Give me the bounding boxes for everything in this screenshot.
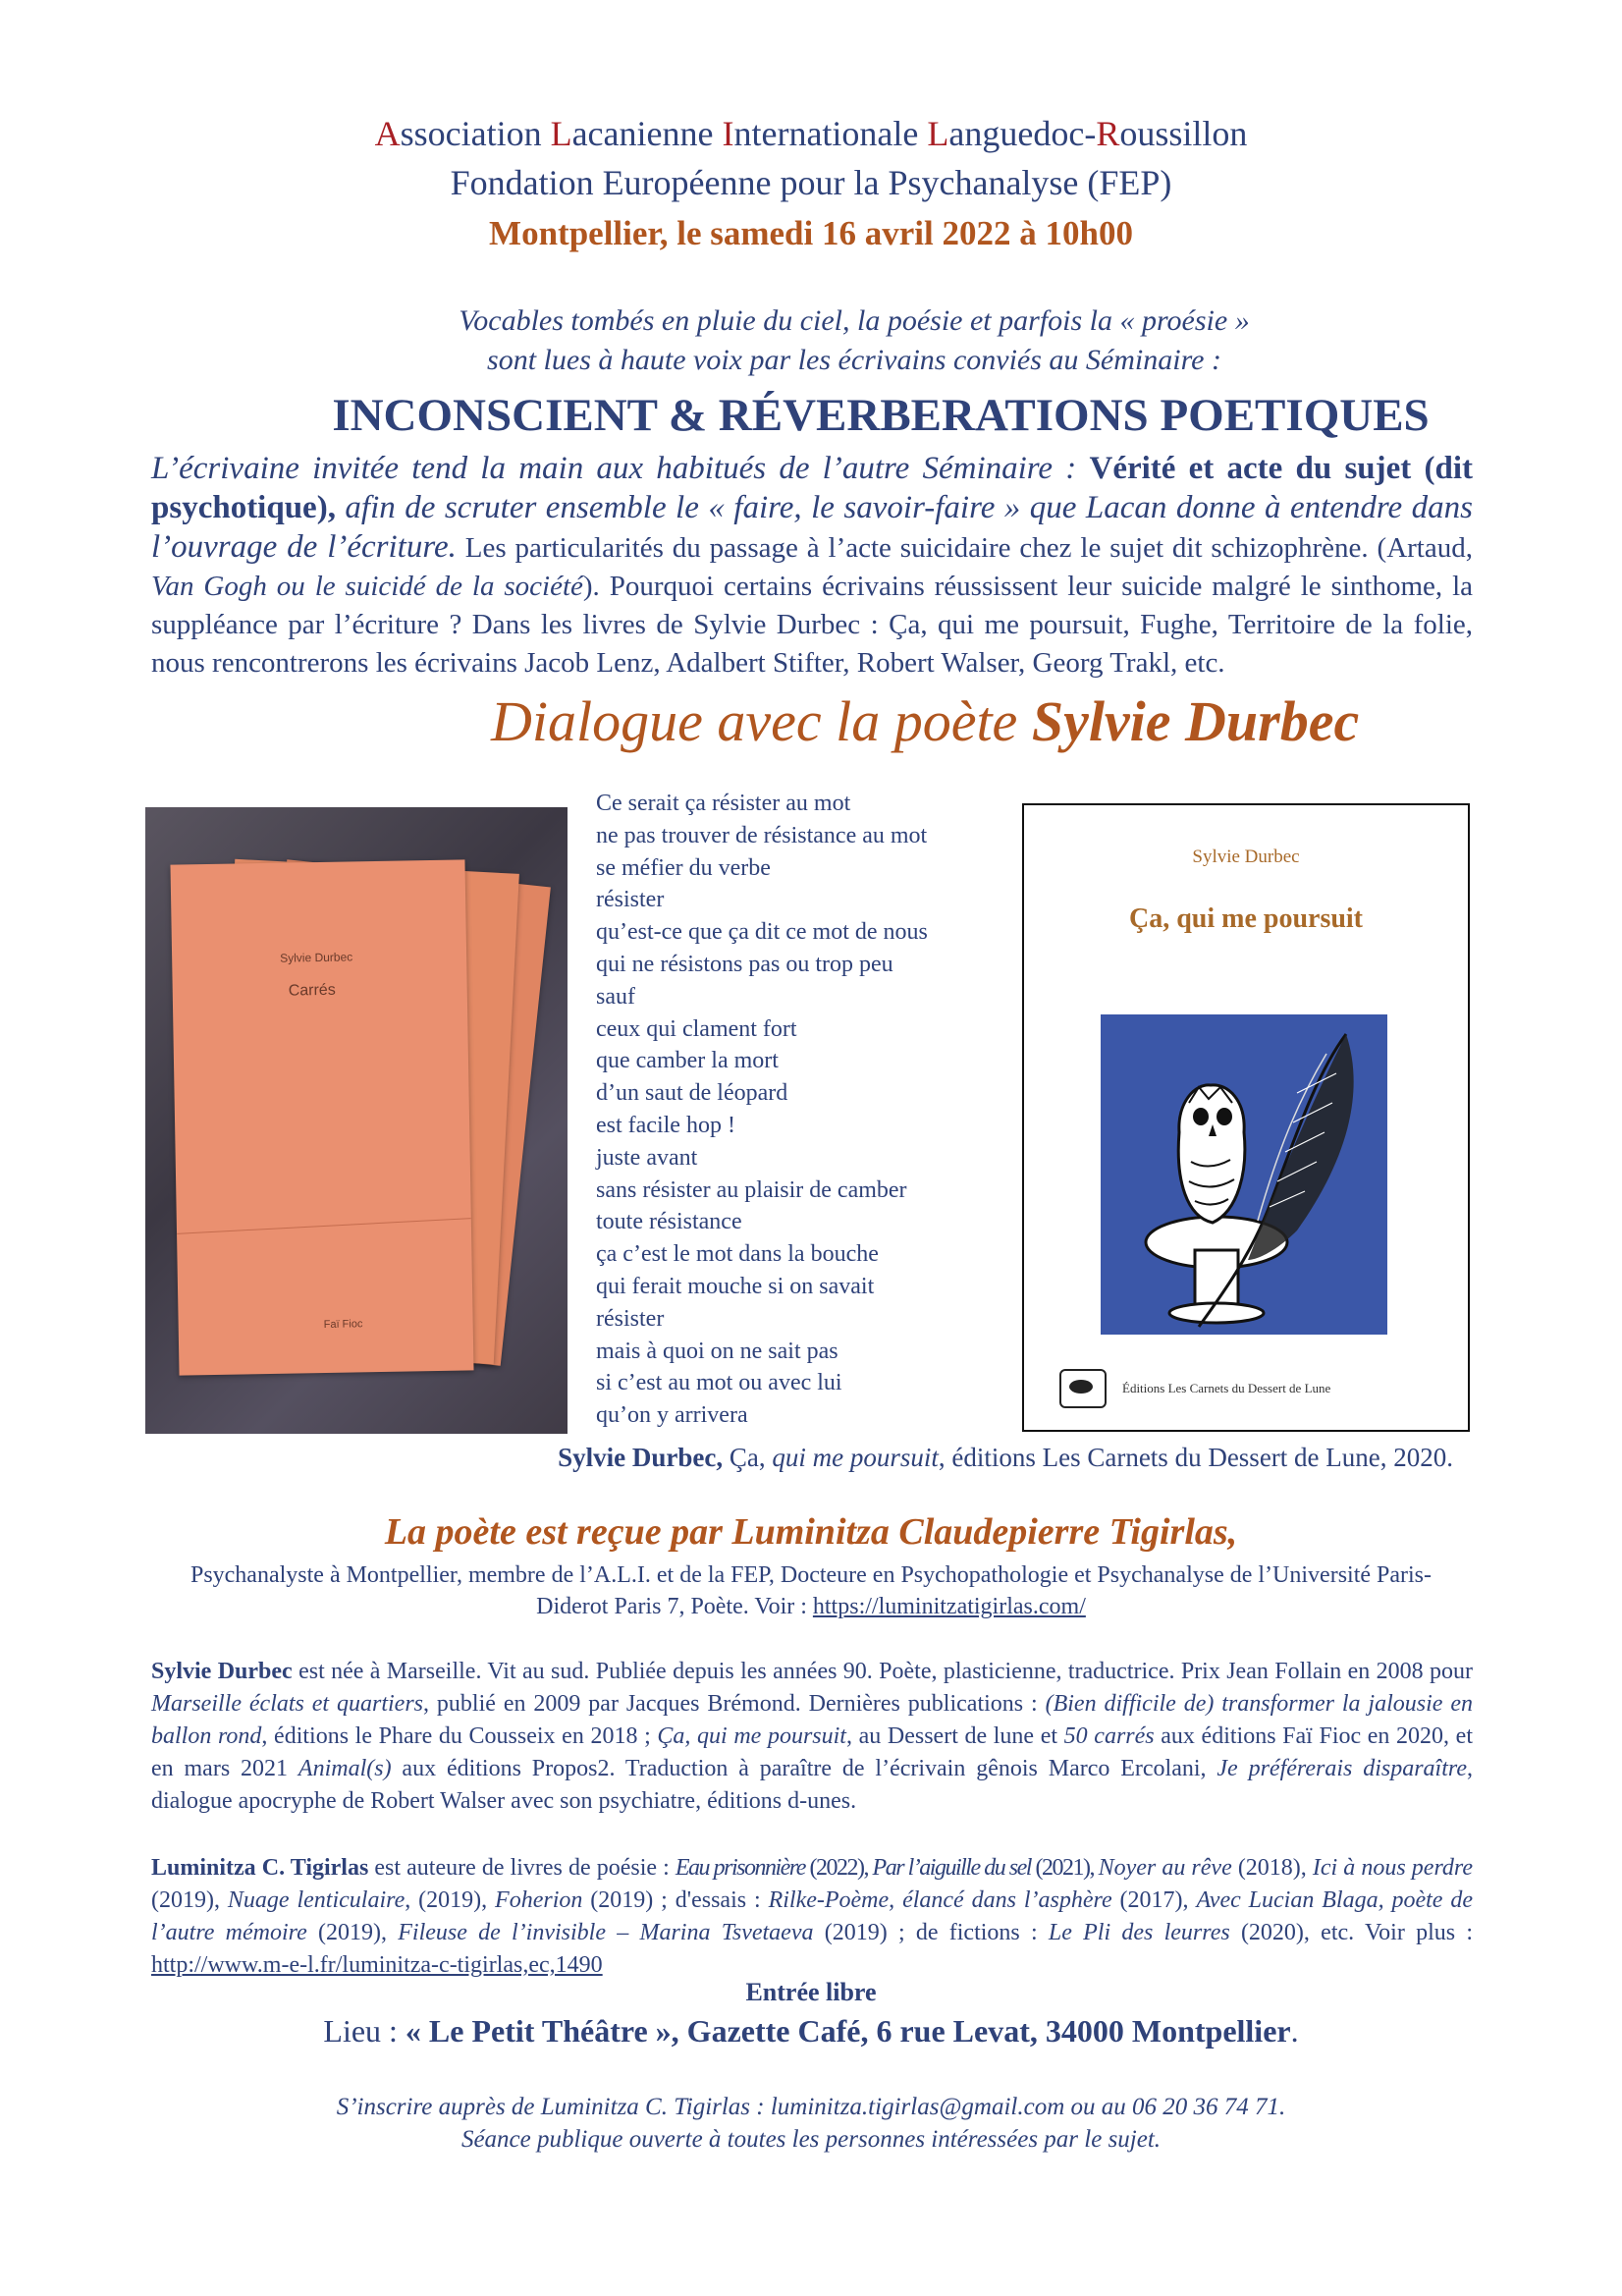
bio-work: Le Pli des leurres	[1048, 1920, 1230, 1945]
bio-work: Animal(s)	[297, 1756, 392, 1781]
bio-work: Ici à nous perdre	[1312, 1855, 1473, 1881]
book-fold-line	[177, 1218, 471, 1234]
seminar-description	[151, 450, 1473, 683]
foundation-name: Fondation Européenne pour la Psychanalyse (FEP)	[450, 163, 1172, 202]
poem-line: qui ne résistons pas ou trop peu	[596, 951, 893, 977]
bio-text: (2022),	[804, 1855, 873, 1881]
poet-name: Sylvie Durbec	[1031, 689, 1360, 753]
cover-author: Sylvie Durbec	[1192, 847, 1300, 867]
bio-durbec	[151, 1656, 1473, 1818]
bio-text: , (2019),	[405, 1887, 496, 1913]
bio-text: (2017),	[1111, 1887, 1197, 1913]
venue-suffix: .	[1290, 2013, 1299, 2049]
host-website-link[interactable]: https://luminitzatigirlas.com/	[812, 1594, 1086, 1619]
bio-text: est auteure de livres de poésie :	[368, 1855, 676, 1881]
book-caption	[0, 1440, 1453, 1475]
bio-name: Sylvie Durbec	[151, 1659, 293, 1684]
org-initial: A	[374, 114, 401, 153]
cover-illustration	[1101, 1014, 1387, 1335]
poem-line: si c’est au mot ou avec lui	[596, 1370, 842, 1396]
bio-text: , au Dessert de lune et	[845, 1723, 1064, 1749]
bio-text: (2021),	[1030, 1855, 1099, 1881]
org-word: oussillon	[1119, 114, 1248, 153]
caption-rest: , éditions Les Carnets du Dessert de Lune, 2020.	[938, 1443, 1453, 1472]
bio-text: , éditions le Phare du Cousseix en 2018 ;	[261, 1723, 658, 1749]
poem-line: d’un saut de léopard	[596, 1080, 788, 1107]
book-cover	[1022, 803, 1470, 1432]
book-publisher: Faï Fioc	[323, 1318, 363, 1332]
bio-text: (2019) ; de fictions :	[813, 1920, 1049, 1945]
bio-work: (Bien difficile de) transformer la jalousie en ballon rond	[151, 1691, 1473, 1749]
bio-work: Marseille éclats et quartiers	[151, 1691, 424, 1717]
intro-line: sont lues à haute voix par les écrivains conviés au Séminaire :	[487, 344, 1221, 376]
bio-text: (2019),	[306, 1920, 399, 1945]
bio-work: Rilke-Poème, élancé dans l’asphère	[768, 1887, 1112, 1913]
venue-place: « Le Petit Théâtre », Gazette Café, 6 rue Levat, 34000 Montpellier	[405, 2013, 1291, 2049]
book-author: Sylvie Durbec	[280, 950, 353, 965]
poem-line: se méfier du verbe	[596, 854, 771, 881]
poem-line: ne pas trouver de résistance au mot	[596, 822, 928, 848]
cover-title: Ça, qui me poursuit	[1128, 903, 1364, 934]
bio-text: , dialogue apocryphe de Robert Walser avec son psychiatre, éditions d-unes.	[151, 1756, 1473, 1814]
poem-line: sauf	[596, 983, 635, 1010]
bio-work: Par l’aiguille du sel	[872, 1855, 1031, 1881]
bio-text: (2020), etc. Voir plus :	[1229, 1920, 1474, 1945]
poem-line: qui ferait mouche si on savait	[596, 1273, 875, 1299]
bio-text: est née à Marseille. Vit au sud. Publiée depuis les années 90. Poète, plasticienne, traductrice. Prix Jean Follain en 2008 pour	[292, 1659, 1473, 1684]
bio-work: Noyer au rêve	[1098, 1855, 1232, 1881]
caption-title-b: qui me poursuit	[772, 1443, 939, 1472]
poem-line: que camber la mort	[596, 1048, 779, 1074]
intro-line: Vocables tombés en pluie du ciel, la poésie et parfois la « proésie »	[459, 304, 1250, 337]
dialogue-heading	[491, 687, 1473, 756]
bio-name: Luminitza C. Tigirlas	[151, 1855, 369, 1881]
poem-line: Ce serait ça résister au mot	[596, 791, 851, 816]
poem-line: toute résistance	[596, 1209, 742, 1235]
book-title: Carrés	[288, 981, 336, 1000]
cover-publisher: Éditions Les Carnets du Dessert de Lune	[1122, 1381, 1331, 1395]
bio-work: Fileuse de l’invisible – Marina Tsvetaeva	[398, 1920, 814, 1945]
org-word: acanienne	[571, 114, 723, 153]
owl-feather-illustration	[1101, 1014, 1387, 1335]
caption-title-a: Ça,	[723, 1443, 773, 1472]
registration-info: S’inscrire auprès de Luminitza C. Tigirlas : luminitza.tigirlas@gmail.com ou au 06 20 36 74 71.	[336, 2094, 1286, 2120]
poem-line: ceux qui clament fort	[596, 1015, 797, 1042]
description-italic: L’écrivaine invitée tend la main aux habitués de l’autre Séminaire :	[151, 451, 1090, 486]
other-seminar-title: Vérité et acte du sujet (dit psychotique),	[151, 451, 1473, 525]
bio-tigirlas	[151, 1852, 1473, 1982]
poem-line: est facile hop !	[596, 1112, 735, 1138]
seminar-title: INCONSCIENT & RÉVERBERATIONS POETIQUES	[332, 390, 1430, 441]
public-session-note: Séance publique ouverte à toutes les personnes intéressées par le sujet.	[460, 2126, 1162, 2153]
host-desc-text: Psychanalyste à Montpellier, membre de l’A.L.I. et de la FEP, Docteure en Psychopathologie et Psychanalyse de l’Université Paris-Diderot Paris 7, Poète. Voir :	[189, 1562, 1433, 1619]
entry-free: Entrée libre	[745, 1978, 877, 2006]
venue-prefix: Lieu :	[323, 2013, 406, 2049]
publisher-logo	[1059, 1369, 1107, 1408]
bio-work: Je préférerais disparaître	[1216, 1756, 1467, 1781]
bio-text: aux éditions Faï Fioc en 2020, et en mars 2021	[151, 1723, 1474, 1781]
org-word: nternationale	[733, 114, 928, 153]
poem-line: ça c’est le mot dans la bouche	[596, 1241, 879, 1268]
bio-text: aux éditions Propos2. Traduction à paraître de l’écrivain gênois Marco Ercolani,	[391, 1756, 1217, 1781]
org-initial: R	[1096, 114, 1120, 153]
bio-work: Ça, qui me poursuit	[657, 1723, 846, 1749]
bio-text: (2019) ; d'essais :	[582, 1887, 769, 1913]
caption-author: Sylvie Durbec,	[558, 1443, 724, 1472]
description-text: Les particularités du passage à l’acte suicidaire chez le sujet dit schizophrène. (Artaud,	[456, 532, 1473, 564]
org-initial: I	[722, 114, 734, 153]
bio-text: (2018),	[1231, 1855, 1313, 1881]
org-word: anguedoc-	[948, 114, 1097, 153]
bio-work: Avec Lucian Blaga, poète de l’autre mémoire	[151, 1887, 1474, 1945]
poem-line: juste avant	[596, 1144, 698, 1171]
intro-text	[295, 301, 1414, 380]
bio-work: Foherion	[495, 1887, 583, 1913]
book-photo	[145, 807, 568, 1434]
host-title: La poète est reçue par Luminitza Claudepierre Tigirlas,	[384, 1511, 1238, 1553]
poem-line: résister	[596, 1305, 665, 1332]
bio-work: Nuage lenticulaire	[227, 1887, 406, 1913]
poem-line: qu’on y arrivera	[596, 1402, 748, 1429]
org-word: ssociation	[400, 114, 551, 153]
bio-text: , publié en 2009 par Jacques Brémond. Dernières publications :	[423, 1691, 1046, 1717]
bio-work: 50 carrés	[1063, 1723, 1155, 1749]
organization-name	[0, 110, 1622, 157]
org-initial: L	[927, 114, 949, 153]
bio-text: (2019),	[151, 1887, 228, 1913]
host-description	[157, 1559, 1465, 1622]
poem-line: qu’est-ce que ça dit ce mot de nous	[596, 919, 928, 946]
description-text: ). Pourquoi certains écrivains réussissent leur suicide malgré le sinthome, la suppléance par l’écriture ? Dans les livres de Sylvie Durbec : Ça, qui me poursuit, Fughe, Territoire de la folie, nous rencontrerons les écrivains Jacob Lenz, Adalbert Stifter, Robert Walser, Georg Trakl, etc.	[151, 571, 1473, 679]
org-initial: L	[550, 114, 572, 153]
poem-line: mais à quoi on ne sait pas	[596, 1338, 838, 1364]
artaud-title: Van Gogh ou le suicidé de la société	[151, 571, 583, 602]
poem-line: résister	[596, 887, 665, 913]
tigirlas-profile-link[interactable]: http://www.m-e-l.fr/luminitza-c-tigirlas,ec,1490	[151, 1952, 603, 1978]
event-date: Montpellier, le samedi 16 avril 2022 à 10h00	[489, 214, 1133, 252]
poem-line: sans résister au plaisir de camber	[596, 1176, 907, 1203]
description-italic: afin de scruter ensemble le « faire, le savoir-faire » que Lacan donne à entendre dans l’ouvrage de l’écriture.	[151, 490, 1473, 565]
book-front-copy	[170, 859, 473, 1375]
venue	[0, 2009, 1622, 2052]
poem	[596, 788, 1008, 1432]
dialogue-prefix: Dialogue avec la poète	[491, 689, 1032, 753]
bio-work: Eau prisonnière	[675, 1855, 805, 1881]
